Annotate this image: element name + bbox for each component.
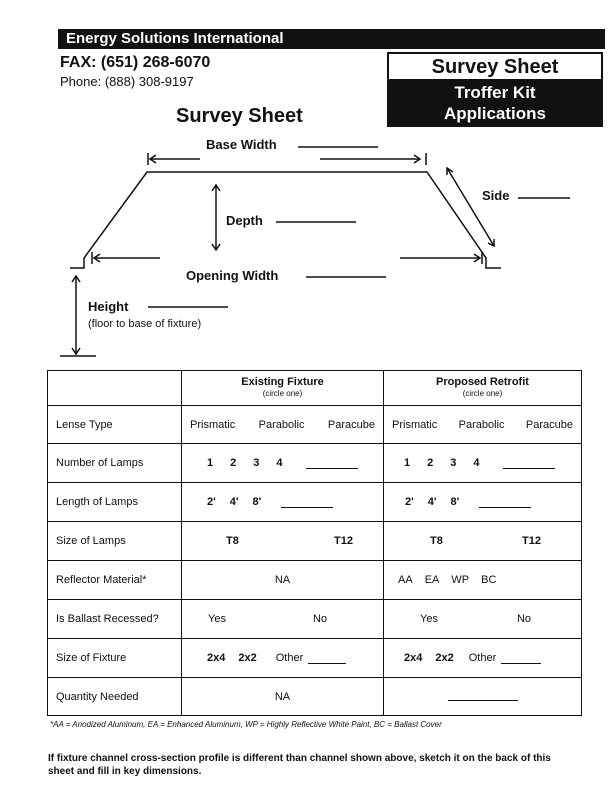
proposed-size-t8[interactable]: T8	[430, 535, 443, 547]
existing-fixture-header	[182, 371, 384, 406]
existing-ballast-options[interactable]	[182, 600, 384, 639]
proposed-length-2ft[interactable]: 2'	[405, 496, 414, 508]
box-subtitle-line-1: Troffer Kit	[454, 83, 536, 102]
box-subtitle-line-2: Applications	[443, 104, 546, 123]
existing-lamps-1[interactable]: 1	[207, 457, 214, 469]
table-row	[48, 678, 582, 716]
fixture-diagram	[0, 0, 612, 370]
existing-lense-prismatic[interactable]: Prismatic	[190, 418, 236, 431]
existing-lamps-2[interactable]: 2	[230, 457, 237, 469]
proposed-fixture-size[interactable]	[384, 639, 582, 678]
existing-lamp-size[interactable]	[182, 522, 384, 561]
existing-ballast-yes[interactable]: Yes	[208, 613, 226, 625]
opening-width-label: Opening Width	[186, 268, 279, 283]
existing-lense-options[interactable]	[182, 406, 384, 444]
instruction-text: If fixture channel cross-section profile is different than channel shown above, sketch it on the back of this sheet and fill in key dimensions.	[48, 753, 551, 777]
existing-size-t12[interactable]: T12	[334, 535, 353, 547]
box-title: Survey Sheet	[431, 56, 559, 78]
existing-length-4ft[interactable]: 4'	[229, 496, 239, 508]
proposed-fixture-blank[interactable]	[501, 653, 541, 664]
existing-reflector-na: NA	[182, 561, 384, 600]
proposed-lamps-blank[interactable]	[503, 458, 555, 469]
depth-label: Depth	[226, 213, 263, 228]
size-of-fixture-label: Size of Fixture	[48, 639, 182, 678]
length-of-lamps-label: Length of Lamps	[48, 483, 182, 522]
size-of-lamps-label: Size of Lamps	[48, 522, 182, 561]
reflector-wp[interactable]: WP	[451, 574, 470, 586]
proposed-lamps-3[interactable]: 3	[450, 457, 457, 469]
company-banner: Energy Solutions International	[58, 29, 605, 49]
existing-length-2ft[interactable]: 2'	[207, 496, 216, 508]
proposed-fixture-2x4[interactable]: 2x4	[404, 652, 423, 664]
existing-fixture-2x4[interactable]: 2x4	[207, 652, 226, 664]
proposed-fixture-2x2[interactable]: 2x2	[435, 652, 454, 664]
proposed-lense-paracube[interactable]: Paracube	[525, 418, 573, 431]
existing-lamps-3[interactable]: 3	[253, 457, 260, 469]
existing-fixture-2x2[interactable]: 2x2	[238, 652, 257, 664]
existing-lamp-count[interactable]	[182, 444, 384, 483]
proposed-lamp-length[interactable]	[384, 483, 582, 522]
height-label: Height	[88, 299, 129, 314]
table-row	[48, 444, 582, 483]
survey-table	[47, 370, 582, 716]
header-blank-cell	[48, 371, 182, 406]
number-of-lamps-label: Number of Lamps	[48, 444, 182, 483]
proposed-size-t12[interactable]: T12	[522, 535, 541, 547]
reflector-ea[interactable]: EA	[424, 574, 440, 586]
ballast-recessed-label: Is Ballast Recessed?	[48, 600, 182, 639]
proposed-length-blank[interactable]	[479, 497, 531, 508]
proposed-lamps-2[interactable]: 2	[427, 457, 434, 469]
existing-ballast-no[interactable]: No	[312, 613, 327, 625]
table-row	[48, 561, 582, 600]
existing-lamps-blank[interactable]	[306, 458, 358, 469]
existing-quantity-na: NA	[182, 678, 384, 716]
proposed-retrofit-header	[384, 371, 582, 406]
reflector-material-label: Reflector Material*	[48, 561, 182, 600]
page-title: Survey Sheet	[176, 105, 303, 127]
existing-lamps-4[interactable]: 4	[276, 457, 283, 469]
existing-fixture-size[interactable]	[182, 639, 384, 678]
table-row	[48, 406, 582, 444]
existing-fixture-title: Existing Fixture	[241, 376, 324, 388]
existing-size-t8[interactable]: T8	[226, 535, 239, 547]
existing-lamp-length[interactable]	[182, 483, 384, 522]
table-row	[48, 483, 582, 522]
proposed-quantity-blank[interactable]	[448, 690, 518, 701]
proposed-ballast-yes[interactable]: Yes	[420, 613, 438, 625]
proposed-length-4ft[interactable]: 4'	[427, 496, 437, 508]
existing-length-blank[interactable]	[281, 497, 333, 508]
existing-circle-note: (circle one)	[262, 389, 303, 398]
existing-fixture-other[interactable]: Other	[275, 652, 304, 664]
reflector-bc[interactable]: BC	[481, 574, 497, 586]
base-width-label: Base Width	[206, 137, 277, 152]
proposed-fixture-other[interactable]: Other	[468, 652, 497, 664]
proposed-lamp-count[interactable]	[384, 444, 582, 483]
existing-lense-parabolic[interactable]: Parabolic	[258, 418, 305, 431]
existing-length-8ft[interactable]: 8'	[252, 496, 262, 508]
proposed-length-8ft[interactable]: 8'	[450, 496, 460, 508]
phone-number: Phone: (888) 308-9197	[60, 74, 194, 89]
proposed-lense-parabolic[interactable]: Parabolic	[458, 418, 505, 431]
proposed-lamp-size[interactable]	[384, 522, 582, 561]
proposed-lense-prismatic[interactable]: Prismatic	[392, 418, 438, 431]
proposed-ballast-no[interactable]: No	[516, 613, 531, 625]
table-row	[48, 639, 582, 678]
reflector-aa[interactable]: AA	[398, 574, 413, 586]
table-header-row	[48, 371, 582, 406]
fixture-profile	[70, 172, 501, 268]
existing-fixture-blank[interactable]	[308, 653, 346, 664]
proposed-lamps-4[interactable]: 4	[473, 457, 480, 469]
proposed-lense-options[interactable]	[384, 406, 582, 444]
proposed-reflector-options[interactable]	[384, 561, 582, 600]
proposed-quantity-cell[interactable]	[384, 678, 582, 716]
fax-number: FAX: (651) 268-6070	[60, 54, 211, 71]
proposed-circle-note: (circle one)	[462, 389, 503, 398]
height-note: (floor to base of fixture)	[88, 318, 202, 330]
footnote: *AA = Anodized Aluminum, EA = Enhanced Aluminum, WP = Highly Reflective White Paint, BC = Ballast Cover	[50, 720, 442, 729]
table-row	[48, 600, 582, 639]
proposed-lamps-1[interactable]: 1	[404, 457, 411, 469]
table-row	[48, 522, 582, 561]
lense-type-label: Lense Type	[48, 406, 182, 444]
existing-lense-paracube[interactable]: Paracube	[327, 418, 375, 431]
proposed-retrofit-title: Proposed Retrofit	[436, 376, 529, 388]
quantity-needed-label: Quantity Needed	[48, 678, 182, 716]
side-label: Side	[482, 188, 510, 203]
proposed-ballast-options[interactable]	[384, 600, 582, 639]
